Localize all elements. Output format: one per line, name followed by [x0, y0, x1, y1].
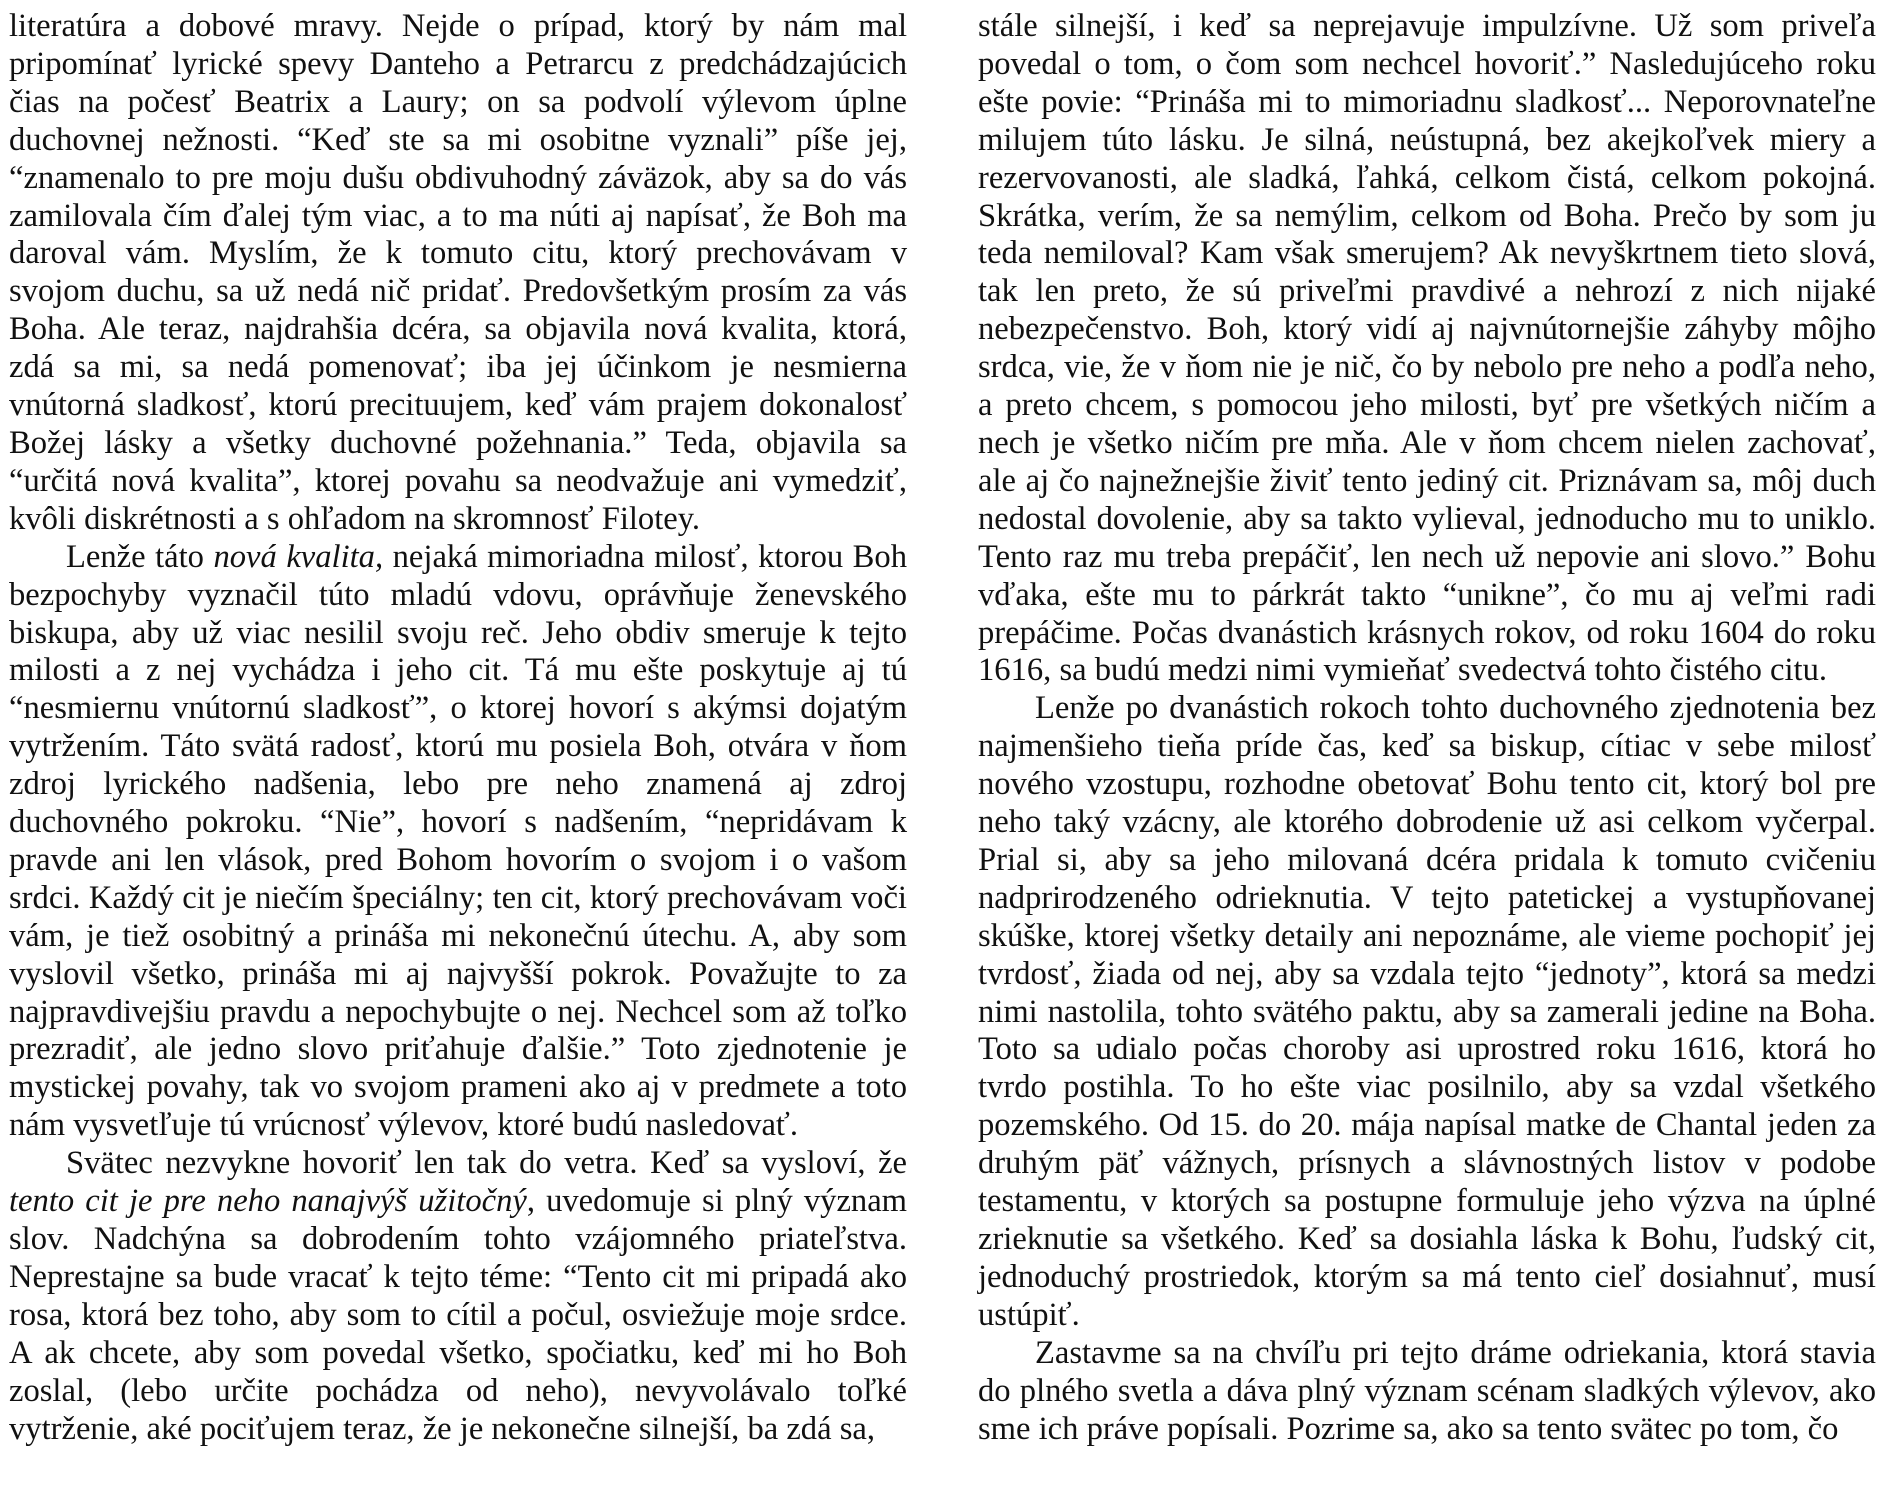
- left-paragraph-1-text: literatúra a dobové mravy. Nejde o prípad, ktorý by nám mal pripomínať lyrické spevy Danteho a Petrarcu z predchádzajúcich čias na počesť Beatrix a Laury; on sa podvolí výlevom úplne duchovnej nežnosti. “Keď ste sa mi osobitne vyznali” píše jej, “znamenalo to pre moju dušu obdivuhodný záväzok, aby sa do vás zamilovala čím ďalej tým viac, a to ma núti aj napísať, že Boh ma daroval vám. Myslím, že k tomuto citu, ktorý prechovávam v svojom duchu, sa už nedá nič pridať. Predovšetkým prosím za vás Boha. Ale teraz, najdrahšia dcéra, sa objavila nová kvalita, ktorá, zdá sa mi, sa nedá pomenovať; iba jej účinkom je nesmierna vnútorná sladkosť, ktorú precituujem, keď vám prajem dokonalosť Božej lásky a všetky duchovné požehnania.” Teda, objavila sa “určitá nová kvalita”, ktorej povahu sa neodvažuje ani vymedziť, kvôli diskrétnosti a s ohľadom na skromnosť Filotey.: [9, 8, 907, 537]
- right-paragraph-2: [978, 690, 1876, 1334]
- left-column: [9, 8, 907, 1448]
- right-column: [978, 8, 1876, 1448]
- right-paragraph-1: [978, 8, 1876, 690]
- left-paragraph-3-rest: , uvedomuje si plný význam slov. Nadchýna sa dobrodením tohto vzájomného priateľstva. Neprestajne sa bude vracať k tejto téme: “Tento cit mi pripadá ako rosa, ktorá bez toho, aby som to cítil a počul, osviežuje moje srdce. A ak chcete, aby som povedal všetko, spočiatku, keď mi ho Boh zoslal, (lebo určite pochádza od neho), nevyvolávalo toľké vytrženie, aké pociťujem teraz, že je nekonečne silnejší, ba zdá sa,: [9, 1183, 907, 1447]
- right-paragraph-1-text: stále silnejší, i keď sa neprejavuje impulzívne. Už som priveľa povedal o tom, o čom som nechcel hovoriť.” Nasledujúceho roku ešte povie: “Prináša mi to mimoriadnu sladkosť... Neporovnateľne milujem túto lásku. Je silná, neústupná, bez akejkoľvek miery a rezervovanosti, ale sladká, ľahká, celkom čistá, celkom pokojná. Skrátka, verím, že sa nemýlim, celkom od Boha. Prečo by som ju teda nemiloval? Kam však smerujem? Ak nevyškrtnem tieto slová, tak len preto, že sú priveľmi pravdivé a nehrozí z nich nijaké nebezpečenstvo. Boh, ktorý vidí aj najvnútornejšie záhyby môjho srdca, vie, že v ňom nie je nič, čo by nebolo pre neho a podľa neho, a preto chcem, s pomocou jeho milosti, byť pre všetkých ničím a nech je všetko ničím pre mňa. Ale v ňom chcem nielen zachovať, ale aj čo najnežnejšie živiť tento jediný cit. Priznávam sa, môj duch nedostal dovolenie, aby sa takto vylieval, jednoducho mu to uniklo. Tento raz mu treba prepáčiť, len nech už nepovie ani slovo.” Bohu vďaka, ešte mu to párkrát takto “unikne”, čo mu aj veľmi radi prepáčime. Počas dvanástich krásnych rokov, od roku 1604 do roku 1616, sa budú medzi nimi vymieňať svedectvá tohto čistého citu.: [978, 8, 1876, 689]
- left-paragraph-3: [9, 1145, 907, 1448]
- left-paragraph-2-start: Lenže táto: [66, 538, 214, 575]
- left-paragraph-3-start: Svätec nezvykne hovoriť len tak do vetra. Keď sa vysloví, že: [66, 1145, 907, 1182]
- right-paragraph-3-text: Zastavme sa na chvíľu pri tejto dráme odriekania, ktorá stavia do plného svetla a dáva plný význam scénam sladkých výlevov, ako sme ich práve popísali. Pozrime sa, ako sa tento svätec po tom, čo: [978, 1334, 1876, 1447]
- left-paragraph-2: [9, 539, 907, 1146]
- left-paragraph-2-italic: nová kvalita,: [213, 538, 384, 575]
- left-paragraph-1: [9, 8, 907, 539]
- right-paragraph-2-text: Lenže po dvanástich rokoch tohto duchovného zjednotenia bez najmenšieho tieňa príde čas, keď sa biskup, cítiac v sebe milosť nového vzostupu, rozhodne obetovať Bohu tento cit, ktorý bol pre neho taký vzácny, ale ktorého dobrodenie už asi celkom vyčerpal. Prial si, aby sa jeho milovaná dcéra pridala k tomuto cvičeniu nadprirodzeného odrieknutia. V tejto patetickej a vystupňovanej skúške, ktorej všetky detaily ani nepoznáme, ale vieme pochopiť jej tvrdosť, žiada od nej, aby sa vzdala tejto “jednoty”, ktorá sa medzi nimi nastolila, tohto svätého paktu, aby sa zamerali jedine na Boha. Toto sa udialo počas choroby asi uprostred roku 1616, ktorá ho tvrdo postihla. To ho ešte viac posilnilo, aby sa vzdal všetkého pozemského. Od 15. do 20. mája napísal matke de Chantal jeden za druhým päť vážnych, prísnych a slávnostných listov v podobe testamentu, v ktorých sa postupne formuluje jeho výzva na úplné zrieknutie sa všetkého. Keď sa dosiahla láska k Bohu, ľudský cit, jednoduchý prostriedok, ktorým sa má tento cieľ dosiahnuť, musí ustúpiť.: [978, 690, 1876, 1333]
- left-paragraph-3-italic: tento cit je pre neho nanajvýš užitočný: [9, 1183, 527, 1220]
- right-paragraph-3: [978, 1335, 1876, 1449]
- left-paragraph-2-rest: nejaká mimoriadna milosť, ktorou Boh bezpochyby vyznačil túto mladú vdovu, oprávňuje ženevského biskupa, aby už viac nesilil svoju reč. Jeho obdiv smeruje k tejto milosti a z nej vychádza i jeho cit. Tá mu ešte poskytuje aj tú “nesmiernu vnútornú sladkosť”, o ktorej hovorí s akýmsi dojatým vytržením. Táto svätá radosť, ktorú mu posiela Boh, otvára v ňom zdroj lyrického nadšenia, lebo pre neho znamená aj zdroj duchovného pokroku. “Nie”, hovorí s nadšením, “nepridávam k pravde ani len vlások, pred Bohom hovorím o svojom i o vašom srdci. Každý cit je niečím špeciálny; ten cit, ktorý prechovávam voči vám, je tiež osobitný a prináša mi nekonečnú útechu. A, aby som vyslovil všetko, prináša mi aj najvyšší pokrok. Považujte to za najpravdivejšiu pravdu a nepochybujte o nej. Nechcel som až toľko prezradiť, ale jedno slovo priťahuje ďalšie.” Toto zjednotenie je mystickej povahy, tak vo svojom prameni ako aj v predmete a toto nám vysvetľuje tú vrúcnosť výlevov, ktoré budú nasledovať.: [9, 538, 907, 1144]
